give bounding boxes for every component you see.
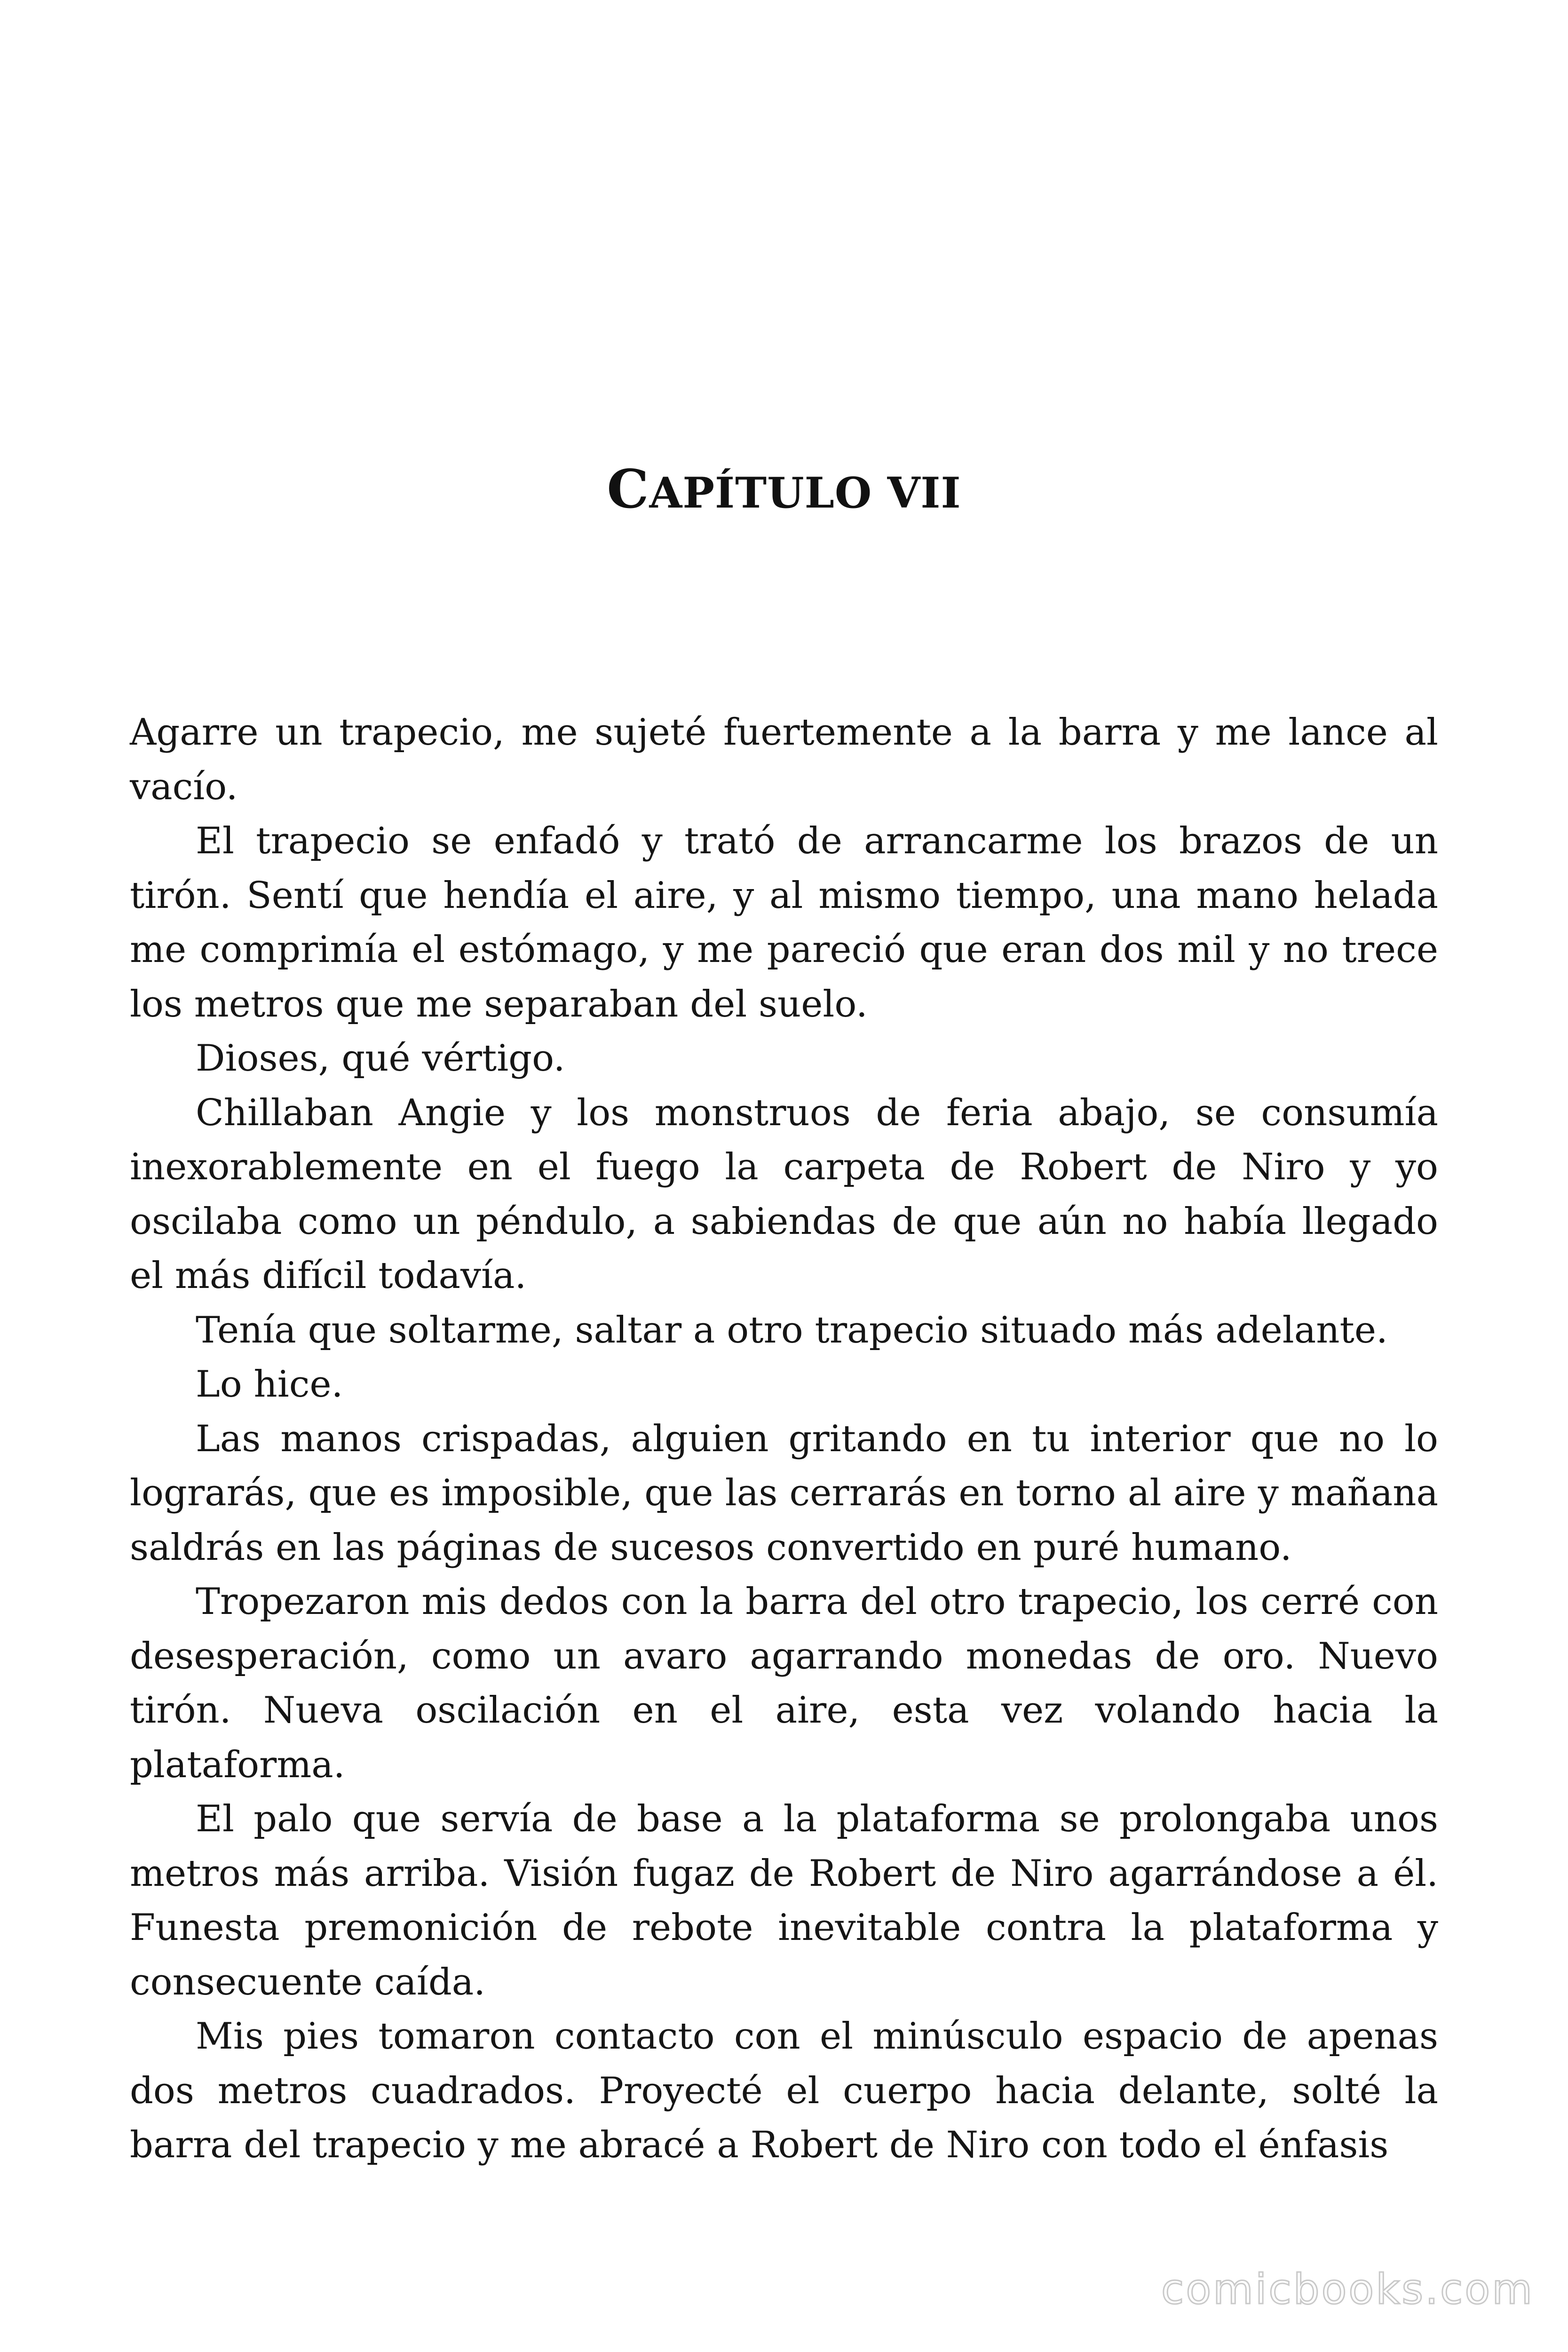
paragraph: Agarre un trapecio, me sujeté fuertemente a la barra y me lance al vacío. — [130, 711, 1438, 808]
chapter-title — [0, 459, 1568, 520]
paragraph: Chillaban Angie y los monstruos de feria abajo, se consumía inexorablemente en el fuego la carpeta de Robert de Niro y yo oscilaba como un péndulo, a sabiendas de que aún no había llegado el más difícil todavía. — [130, 1091, 1438, 1297]
paragraph: Las manos crispadas, alguien gritando en tu interior que no lo lograrás, que es imposible, que las cerrarás en torno al aire y mañana saldrás en las páginas de sucesos convertido en puré humano. — [130, 1417, 1438, 1569]
chapter-title-initial: C — [607, 459, 649, 520]
paragraph: Tropezaron mis dedos con la barra del otro trapecio, los cerré con desesperación, como un avaro agarrando monedas de oro. Nuevo tirón. Nueva oscilación en el aire, esta vez volando hacia la plataforma. — [130, 1581, 1438, 1786]
watermark: comicbooks.com — [1161, 2265, 1534, 2313]
paragraph: El palo que servía de base a la plataforma se prolongaba unos metros más arriba. Visión fugaz de Robert de Niro agarrándose a él. Funesta premonición de rebote inevitable contra la plataforma y consecuente caída. — [130, 1798, 1438, 2003]
chapter-title-rest: APÍTULO VII — [649, 468, 961, 518]
chapter-body — [130, 706, 1438, 2173]
paragraph: Mis pies tomaron contacto con el minúsculo espacio de apenas dos metros cuadrados. Proyecté el cuerpo hacia delante, solté la barra del trapecio y me abracé a Robert de Niro con todo el énfasis — [130, 2015, 1438, 2166]
paragraph: Lo hice. — [196, 1363, 343, 1406]
paragraph: Tenía que soltarme, saltar a otro trapecio situado más adelante. — [196, 1309, 1388, 1351]
paragraph: Dioses, qué vértigo. — [196, 1037, 565, 1080]
paragraph: El trapecio se enfadó y trató de arrancarme los brazos de un tirón. Sentí que hendía el aire, y al mismo tiempo, una mano helada me comprimía el estómago, y me pareció que eran dos mil y no trece los metros que me separaban del suelo. — [130, 820, 1438, 1025]
